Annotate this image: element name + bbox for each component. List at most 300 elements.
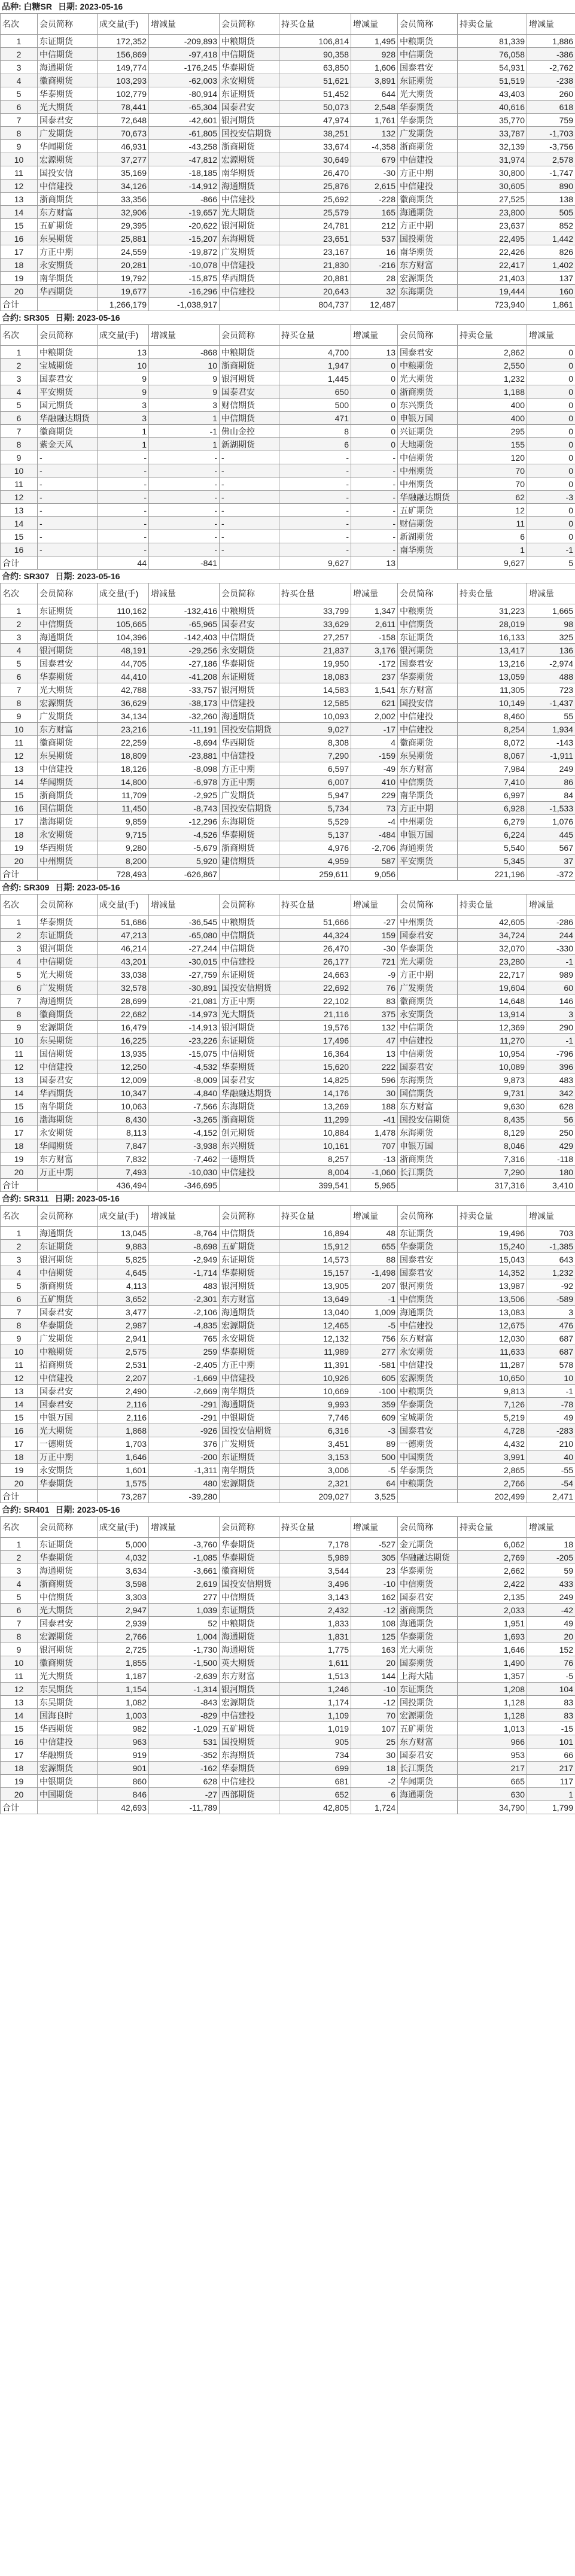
- table-cell: -30: [351, 942, 398, 955]
- table-cell: 13: [351, 346, 398, 359]
- table-cell: 11: [1, 1358, 38, 1371]
- table-cell: 15: [1, 530, 38, 543]
- column-header: 增减量: [527, 1517, 575, 1538]
- table-cell: -23,226: [149, 1034, 220, 1047]
- total-cell: -39,280: [149, 1490, 220, 1503]
- table-cell: 890: [527, 180, 575, 193]
- table-cell: -1,500: [149, 1656, 220, 1669]
- table-cell: 1,601: [98, 1464, 149, 1477]
- table-cell: 650: [279, 385, 351, 399]
- table-cell: 东海期货: [220, 815, 279, 828]
- table-cell: 250: [527, 1126, 575, 1139]
- table-cell: 银河期货: [38, 1643, 98, 1656]
- section-contract-label: 合约: SR401: [2, 1505, 50, 1514]
- table-cell: 国泰君安: [220, 1073, 279, 1087]
- table-cell: 707: [351, 1139, 398, 1152]
- table-cell: -216: [351, 258, 398, 272]
- table-cell: 光大期货: [38, 101, 98, 114]
- table-cell: 5,989: [279, 1551, 351, 1564]
- table-cell: 8,129: [458, 1126, 527, 1139]
- table-cell: 54,931: [458, 61, 527, 74]
- table-cell: 3,303: [98, 1590, 149, 1604]
- section-date-label: 日期: 2023-05-16: [58, 2, 123, 11]
- table-cell: 19,444: [458, 285, 527, 298]
- table-cell: -2,106: [149, 1306, 220, 1319]
- table-row: [1, 245, 575, 258]
- table-cell: 银河期货: [220, 372, 279, 385]
- table-cell: 中信期货: [398, 1577, 458, 1590]
- table-cell: 28: [351, 272, 398, 285]
- table-cell: 10: [1, 1656, 38, 1669]
- table-cell: 2,941: [98, 1332, 149, 1345]
- table-cell: 方正中期: [220, 775, 279, 789]
- table-cell: -1,714: [149, 1266, 220, 1279]
- table-row: [1, 736, 575, 749]
- table-cell: 10: [98, 359, 149, 372]
- table-cell: 618: [527, 101, 575, 114]
- column-header: 会员简称: [220, 1517, 279, 1538]
- table-cell: 0: [351, 399, 398, 412]
- table-cell: -38,173: [149, 697, 220, 710]
- table-cell: 1,646: [98, 1450, 149, 1464]
- table-cell: -5: [527, 1669, 575, 1683]
- table-cell: 1,868: [98, 1424, 149, 1437]
- table-row: [1, 491, 575, 504]
- table-row: [1, 942, 575, 955]
- table-cell: 宏源期货: [38, 1630, 98, 1643]
- table-cell: -2,301: [149, 1292, 220, 1306]
- column-header: 持卖仓量: [458, 325, 527, 346]
- table-row: [1, 929, 575, 942]
- table-row: [1, 775, 575, 789]
- table-cell: 723: [527, 683, 575, 697]
- table-cell: 10,089: [458, 1060, 527, 1073]
- table-cell: 英大期货: [220, 1656, 279, 1669]
- table-cell: -: [351, 530, 398, 543]
- table-cell: 5,219: [458, 1411, 527, 1424]
- table-row: [1, 438, 575, 451]
- table-cell: 14: [1, 206, 38, 219]
- table-row: [1, 1630, 575, 1643]
- table-row: [1, 61, 575, 74]
- table-cell: -4,840: [149, 1087, 220, 1100]
- table-cell: -12: [351, 1604, 398, 1617]
- table-cell: 东方财富: [220, 1669, 279, 1683]
- table-cell: 海通期货: [398, 841, 458, 854]
- table-cell: 703: [527, 1227, 575, 1240]
- table-cell: 36,629: [98, 697, 149, 710]
- table-cell: 国泰君安: [398, 1590, 458, 1604]
- table-cell: 宏源期货: [398, 1709, 458, 1722]
- table-cell: 16,894: [279, 1227, 351, 1240]
- total-cell: 1,266,179: [98, 298, 149, 311]
- table-cell: 0: [527, 530, 575, 543]
- table-cell: 16: [1, 543, 38, 556]
- table-row: [1, 35, 575, 48]
- table-cell: 华泰期货: [398, 942, 458, 955]
- table-cell: 359: [351, 1398, 398, 1411]
- table-cell: 华闻期货: [398, 1775, 458, 1788]
- total-cell: 13: [351, 556, 398, 570]
- table-cell: 南华期货: [398, 245, 458, 258]
- table-cell: 10,884: [279, 1126, 351, 1139]
- table-cell: -527: [351, 1538, 398, 1551]
- table-cell: 8,067: [458, 749, 527, 762]
- total-cell: [38, 868, 98, 881]
- table-cell: 国投安信期货: [220, 1424, 279, 1437]
- table-cell: 605: [351, 1371, 398, 1385]
- table-cell: -843: [149, 1696, 220, 1709]
- table-cell: 62: [458, 491, 527, 504]
- table-cell: 国投安信期货: [220, 723, 279, 736]
- table-cell: 146: [527, 994, 575, 1008]
- table-cell: 4,645: [98, 1266, 149, 1279]
- table-cell: 2: [1, 1551, 38, 1564]
- table-cell: 342: [527, 1087, 575, 1100]
- table-cell: 中粮期货: [220, 604, 279, 618]
- total-cell: -11,789: [149, 1801, 220, 1814]
- table-cell: -10,030: [149, 1166, 220, 1179]
- total-cell: 2,471: [527, 1490, 575, 1503]
- table-cell: 国投期货: [398, 1696, 458, 1709]
- table-row: [1, 285, 575, 298]
- table-row: [1, 425, 575, 438]
- table-cell: 396: [527, 1060, 575, 1073]
- table-cell: -2,706: [351, 841, 398, 854]
- column-header: 会员简称: [220, 583, 279, 604]
- table-cell: -143: [527, 736, 575, 749]
- table-cell: 13,417: [458, 644, 527, 657]
- table-cell: 19: [1, 1464, 38, 1477]
- rank-table: [0, 894, 575, 1192]
- table-cell: 一德期货: [38, 1437, 98, 1450]
- table-cell: 260: [527, 87, 575, 101]
- table-cell: 永安期货: [38, 1126, 98, 1139]
- table-cell: 8,072: [458, 736, 527, 749]
- table-cell: 国泰君安: [398, 1424, 458, 1437]
- table-cell: 0: [527, 425, 575, 438]
- table-cell: 0: [527, 346, 575, 359]
- table-cell: 银河期货: [398, 644, 458, 657]
- table-cell: 3,176: [351, 644, 398, 657]
- table-cell: 中国期货: [38, 1788, 98, 1801]
- column-header: 增减量: [527, 14, 575, 35]
- table-cell: 14: [1, 775, 38, 789]
- table-row: [1, 604, 575, 618]
- table-cell: 277: [149, 1590, 220, 1604]
- table-cell: 21,837: [279, 644, 351, 657]
- table-cell: 1,833: [279, 1617, 351, 1630]
- table-cell: 国泰君安: [398, 1748, 458, 1762]
- table-cell: -159: [351, 749, 398, 762]
- table-cell: 11,305: [458, 683, 527, 697]
- table-cell: 38,251: [279, 127, 351, 140]
- table-cell: 5,947: [279, 789, 351, 802]
- table-cell: 609: [351, 1411, 398, 1424]
- table-cell: -132,416: [149, 604, 220, 618]
- table-cell: 578: [527, 1358, 575, 1371]
- table-cell: 永安期货: [220, 1332, 279, 1345]
- table-cell: 中信建投: [38, 762, 98, 775]
- table-cell: 永安期货: [38, 828, 98, 841]
- table-cell: 11,287: [458, 1358, 527, 1371]
- table-row: [1, 372, 575, 385]
- table-cell: 19,677: [98, 285, 149, 298]
- table-row: [1, 219, 575, 232]
- total-row: [1, 556, 575, 570]
- table-cell: 广发期货: [38, 127, 98, 140]
- table-cell: 徽商期货: [38, 1656, 98, 1669]
- table-cell: 中粮期货: [398, 1477, 458, 1490]
- table-row: [1, 1279, 575, 1292]
- table-cell: 中信期货: [220, 942, 279, 955]
- table-cell: 217: [527, 1762, 575, 1775]
- table-cell: 徽商期货: [220, 1564, 279, 1577]
- table-cell: 237: [351, 670, 398, 683]
- table-row: [1, 789, 575, 802]
- table-cell: 445: [527, 828, 575, 841]
- table-cell: 210: [527, 1437, 575, 1450]
- total-cell: 42,693: [98, 1801, 149, 1814]
- table-cell: 国泰君安: [220, 618, 279, 631]
- section-header: [0, 311, 575, 324]
- table-cell: 476: [527, 1319, 575, 1332]
- table-cell: 光大期货: [398, 372, 458, 385]
- total-cell: 723,940: [458, 298, 527, 311]
- table-cell: 12,030: [458, 1332, 527, 1345]
- table-cell: 44,705: [98, 657, 149, 670]
- rank-section: [0, 570, 575, 881]
- table-cell: 966: [458, 1735, 527, 1748]
- table-cell: 587: [351, 854, 398, 868]
- table-cell: 国信期货: [398, 1087, 458, 1100]
- table-cell: 海通期货: [220, 1630, 279, 1643]
- table-cell: 8,200: [98, 854, 149, 868]
- table-cell: 429: [527, 1139, 575, 1152]
- table-cell: 华西期货: [220, 272, 279, 285]
- table-cell: 中信建投: [220, 285, 279, 298]
- table-cell: 11: [1, 1047, 38, 1060]
- table-cell: 23,216: [98, 723, 149, 736]
- table-cell: 4,700: [279, 346, 351, 359]
- table-cell: 17: [1, 815, 38, 828]
- table-cell: 东吴期货: [38, 1034, 98, 1047]
- table-cell: 光大期货: [38, 683, 98, 697]
- table-cell: -9: [351, 968, 398, 981]
- table-cell: -142,403: [149, 631, 220, 644]
- table-cell: -4,358: [351, 140, 398, 153]
- section-header: [0, 0, 575, 13]
- column-header: 增减量: [149, 895, 220, 916]
- column-header: 持卖仓量: [458, 583, 527, 604]
- table-row: [1, 193, 575, 206]
- total-cell: 5,965: [351, 1179, 398, 1192]
- table-cell: 47,974: [279, 114, 351, 127]
- table-cell: 南华期货: [38, 272, 98, 285]
- table-cell: 五矿期货: [398, 504, 458, 517]
- table-cell: 4,959: [279, 854, 351, 868]
- total-cell: 804,737: [279, 298, 351, 311]
- table-cell: 中信建投: [398, 710, 458, 723]
- table-cell: 13,269: [279, 1100, 351, 1113]
- table-cell: 申银万国: [398, 1139, 458, 1152]
- table-row: [1, 1748, 575, 1762]
- table-cell: 1,174: [279, 1696, 351, 1709]
- total-cell: 9,627: [458, 556, 527, 570]
- table-cell: -1,385: [527, 1240, 575, 1253]
- table-cell: 2: [1, 929, 38, 942]
- table-cell: 永安期货: [398, 1008, 458, 1021]
- table-cell: 63,850: [279, 61, 351, 74]
- table-cell: 51,621: [279, 74, 351, 87]
- table-row: [1, 1551, 575, 1564]
- table-cell: -2,925: [149, 789, 220, 802]
- table-cell: 10,669: [279, 1385, 351, 1398]
- table-cell: 中州期货: [398, 815, 458, 828]
- table-cell: 2: [1, 359, 38, 372]
- table-cell: 东方财富: [398, 683, 458, 697]
- table-cell: 22,102: [279, 994, 351, 1008]
- table-cell: 华融融达期货: [398, 491, 458, 504]
- table-row: [1, 657, 575, 670]
- column-header: 增减量: [351, 895, 398, 916]
- table-cell: 212: [351, 219, 398, 232]
- table-cell: 9,883: [98, 1240, 149, 1253]
- total-cell: 1,799: [527, 1801, 575, 1814]
- table-row: [1, 1464, 575, 1477]
- table-cell: -158: [351, 631, 398, 644]
- table-cell: 20: [527, 1630, 575, 1643]
- table-cell: 中信建投: [220, 193, 279, 206]
- table-cell: 40,616: [458, 101, 527, 114]
- table-cell: 中信建投: [398, 153, 458, 166]
- table-row: [1, 1319, 575, 1332]
- table-cell: -: [220, 491, 279, 504]
- table-cell: -15,875: [149, 272, 220, 285]
- table-cell: 中信期货: [38, 1590, 98, 1604]
- table-cell: 平安期货: [398, 854, 458, 868]
- table-cell: -41: [351, 1113, 398, 1126]
- table-cell: 永安期货: [398, 1345, 458, 1358]
- table-row: [1, 955, 575, 968]
- table-cell: 东吴期货: [38, 1696, 98, 1709]
- table-cell: 483: [149, 1279, 220, 1292]
- table-cell: 东方财富: [398, 1332, 458, 1345]
- table-cell: 华泰期货: [220, 1762, 279, 1775]
- table-cell: 28,699: [98, 994, 149, 1008]
- table-cell: 宏源期货: [398, 272, 458, 285]
- table-cell: 东证期货: [220, 968, 279, 981]
- table-cell: 8: [1, 1319, 38, 1332]
- table-cell: 10: [1, 1345, 38, 1358]
- total-cell: -372: [527, 868, 575, 881]
- section-header: [0, 1192, 575, 1205]
- table-cell: 华泰期货: [38, 670, 98, 683]
- table-row: [1, 1021, 575, 1034]
- table-cell: 51,452: [279, 87, 351, 101]
- table-cell: 9,715: [98, 828, 149, 841]
- table-cell: 浙商期货: [398, 140, 458, 153]
- table-cell: 13,914: [458, 1008, 527, 1021]
- table-cell: 光大期货: [398, 955, 458, 968]
- table-cell: -27,244: [149, 942, 220, 955]
- table-cell: 0: [351, 385, 398, 399]
- table-cell: -36,545: [149, 916, 220, 929]
- table-cell: 海通期货: [38, 631, 98, 644]
- table-cell: 9,859: [98, 815, 149, 828]
- table-cell: 国泰君安: [398, 1266, 458, 1279]
- table-cell: 华泰期货: [398, 1398, 458, 1411]
- table-cell: 7,126: [458, 1398, 527, 1411]
- table-cell: 2,862: [458, 346, 527, 359]
- column-header: 增减量: [527, 583, 575, 604]
- table-cell: 13: [1, 1073, 38, 1087]
- table-cell: 107: [351, 1722, 398, 1735]
- table-cell: 浙商期货: [38, 1577, 98, 1590]
- table-cell: -54: [527, 1477, 575, 1490]
- table-cell: 2,947: [98, 1604, 149, 1617]
- table-cell: 4: [1, 385, 38, 399]
- table-cell: 8,046: [458, 1139, 527, 1152]
- table-cell: -2,405: [149, 1358, 220, 1371]
- table-cell: 中信期货: [38, 955, 98, 968]
- column-header: 会员简称: [398, 325, 458, 346]
- table-cell: 33,787: [458, 127, 527, 140]
- table-cell: -: [38, 543, 98, 556]
- table-cell: 方正中期: [398, 166, 458, 180]
- rank-section: [0, 881, 575, 1192]
- table-cell: 一德期货: [220, 1152, 279, 1166]
- table-cell: 2,550: [458, 359, 527, 372]
- table-cell: 18,083: [279, 670, 351, 683]
- table-cell: 471: [279, 412, 351, 425]
- table-cell: 665: [458, 1775, 527, 1788]
- table-cell: 765: [149, 1332, 220, 1345]
- table-cell: 华闻期货: [38, 140, 98, 153]
- table-cell: 华西期货: [220, 736, 279, 749]
- table-cell: -65,965: [149, 618, 220, 631]
- table-cell: 43,403: [458, 87, 527, 101]
- table-cell: 4: [1, 1266, 38, 1279]
- table-cell: 1,128: [458, 1709, 527, 1722]
- table-cell: 12,675: [458, 1319, 527, 1332]
- table-cell: 中信建投: [220, 1371, 279, 1385]
- table-cell: 23,167: [279, 245, 351, 258]
- table-cell: 32: [351, 285, 398, 298]
- table-cell: 国泰君安: [220, 101, 279, 114]
- table-cell: -8,743: [149, 802, 220, 815]
- table-cell: 40: [527, 1450, 575, 1464]
- column-header: 会员简称: [220, 1206, 279, 1227]
- table-header-row: [1, 14, 575, 35]
- total-cell: 1,861: [527, 298, 575, 311]
- table-cell: -21,081: [149, 994, 220, 1008]
- table-row: [1, 1669, 575, 1683]
- table-cell: 银河期货: [38, 1253, 98, 1266]
- table-cell: 华泰期货: [220, 828, 279, 841]
- table-cell: -209,893: [149, 35, 220, 48]
- rank-table: [0, 324, 575, 570]
- table-row: [1, 127, 575, 140]
- table-cell: 51,519: [458, 74, 527, 87]
- table-cell: 14,176: [279, 1087, 351, 1100]
- table-cell: 海通期货: [398, 1617, 458, 1630]
- table-row: [1, 1227, 575, 1240]
- table-cell: 6: [1, 1292, 38, 1306]
- table-cell: -1: [149, 425, 220, 438]
- table-cell: -100: [351, 1385, 398, 1398]
- table-cell: 中信期货: [398, 618, 458, 631]
